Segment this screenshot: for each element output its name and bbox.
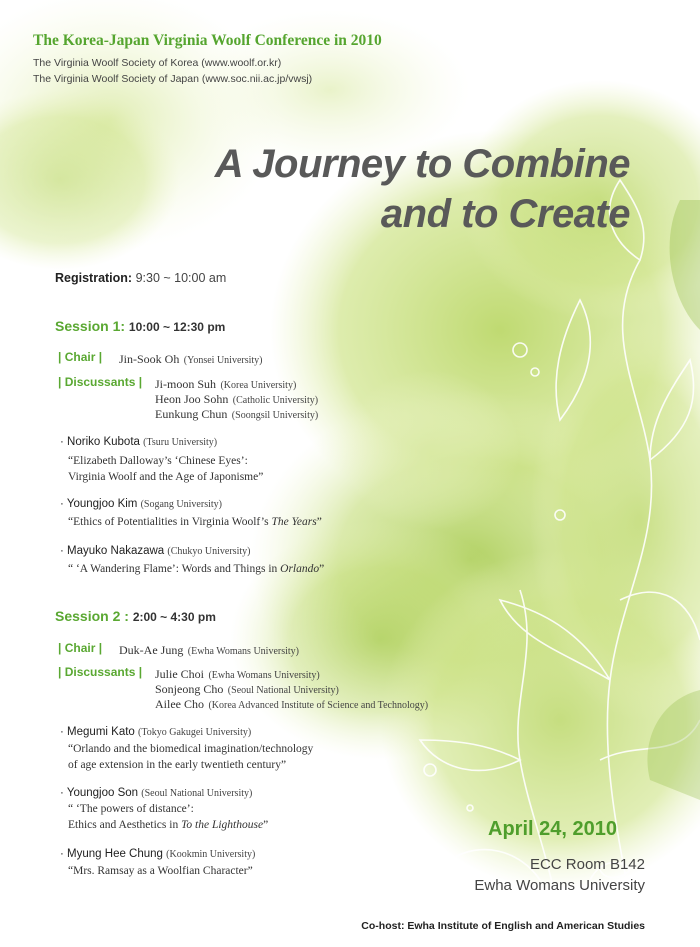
discussant-affiliation: (Soongsil University) bbox=[231, 410, 319, 421]
session-1-label: Session 1: bbox=[55, 318, 126, 334]
bullet-icon: · bbox=[60, 848, 64, 860]
cohost: Co-host: Ewha Institute of English and American Studies bbox=[361, 920, 645, 932]
speaker bbox=[60, 436, 217, 448]
session-2-chair bbox=[119, 641, 299, 659]
discussant-affiliation: (Catholic University) bbox=[232, 395, 319, 406]
talk-title-close: ” bbox=[316, 516, 322, 528]
event-date: April 24, 2010 bbox=[488, 818, 617, 840]
session-1-chair-label: | Chair | bbox=[58, 350, 103, 364]
bullet-icon: · bbox=[60, 726, 64, 738]
speaker-affiliation: (Kookmin University) bbox=[166, 849, 256, 860]
talk-title-line bbox=[68, 516, 322, 528]
chair-name: Jin-Sook Oh bbox=[119, 352, 180, 366]
discussant-affiliation: (Seoul National University) bbox=[227, 685, 339, 696]
speaker-affiliation: (Sogang University) bbox=[140, 499, 222, 510]
discussant bbox=[155, 695, 428, 713]
bullet-icon: · bbox=[60, 787, 64, 799]
speaker bbox=[60, 545, 250, 557]
session-2-header bbox=[55, 608, 216, 624]
chair-name: Duk-Ae Jung bbox=[119, 643, 184, 657]
session-1-header bbox=[55, 318, 225, 334]
talk-title-line bbox=[68, 819, 268, 831]
discussant-name: Julie Choi bbox=[155, 667, 205, 681]
talk-title-line: of age extension in the early twentieth century” bbox=[68, 759, 287, 771]
session-1-chair bbox=[119, 350, 263, 368]
headline-line-2: and to Create bbox=[380, 192, 630, 236]
registration bbox=[55, 271, 226, 285]
event-room: ECC Room B142 bbox=[529, 856, 645, 873]
registration-time: 9:30 ~ 10:00 am bbox=[135, 271, 227, 285]
discussant-affiliation: (Ewha Womans University) bbox=[208, 670, 320, 681]
session-1-discussants-label: | Discussants | bbox=[58, 375, 143, 389]
bullet-icon: · bbox=[60, 545, 64, 557]
event-venue: Ewha Womans University bbox=[474, 877, 645, 894]
speaker bbox=[60, 787, 252, 799]
talk-title-line: “Orlando and the biomedical imagination/technology bbox=[68, 743, 314, 755]
talk-title-text: “ ‘A Wandering Flame’: Words and Things in bbox=[68, 563, 278, 575]
talk-title-text: Ethics and Aesthetics in bbox=[68, 819, 179, 831]
speaker-name: Megumi Kato bbox=[67, 726, 135, 738]
discussant-name: Ji-moon Suh bbox=[155, 377, 217, 391]
speaker-name: Youngjoo Son bbox=[66, 787, 139, 799]
talk-title-work: To the Lighthouse bbox=[181, 819, 264, 831]
speaker-affiliation: (Tsuru University) bbox=[143, 437, 218, 448]
session-2-discussants-label: | Discussants | bbox=[58, 665, 143, 679]
speaker-affiliation: (Tokyo Gakugei University) bbox=[138, 727, 252, 738]
discussant-name: Heon Joo Sohn bbox=[155, 392, 229, 406]
talk-title-line bbox=[68, 563, 324, 575]
speaker bbox=[60, 848, 255, 860]
talk-title-line: “Elizabeth Dalloway’s ‘Chinese Eyes’: bbox=[68, 455, 248, 467]
session-2-chair-label: | Chair | bbox=[58, 641, 103, 655]
talk-title-work: Orlando bbox=[280, 563, 320, 575]
discussant bbox=[155, 405, 318, 423]
talk-title-line: “ ‘The powers of distance’: bbox=[68, 803, 194, 815]
speaker-affiliation: (Seoul National University) bbox=[141, 788, 253, 799]
chair-affiliation: (Ewha Womans University) bbox=[187, 646, 299, 657]
bullet-icon: · bbox=[60, 498, 64, 510]
speaker bbox=[60, 726, 251, 738]
discussant-affiliation: (Korea Advanced Institute of Science and Technology) bbox=[208, 700, 429, 711]
chair-affiliation: (Yonsei University) bbox=[183, 355, 263, 366]
discussant-name: Ailee Cho bbox=[155, 697, 204, 711]
headline-line-1: A Journey to Combine bbox=[214, 142, 630, 186]
talk-title-work: The Years bbox=[271, 516, 317, 528]
society-japan: The Virginia Woolf Society of Japan (www.soc.nii.ac.jp/vwsj) bbox=[33, 73, 313, 85]
discussant-affiliation: (Korea University) bbox=[220, 380, 297, 391]
session-2-label: Session 2 : bbox=[55, 608, 129, 624]
discussant-name: Sonjeong Cho bbox=[155, 682, 224, 696]
speaker bbox=[60, 498, 222, 510]
speaker-name: Myung Hee Chung bbox=[67, 848, 163, 860]
discussant-name: Eunkung Chun bbox=[155, 407, 228, 421]
speaker-name: Mayuko Nakazawa bbox=[67, 545, 165, 557]
society-korea: The Virginia Woolf Society of Korea (www.woolf.or.kr) bbox=[33, 57, 282, 69]
talk-title-close: ” bbox=[319, 563, 325, 575]
session-2-time: 2:00 ~ 4:30 pm bbox=[132, 610, 216, 624]
talk-title-close: ” bbox=[263, 819, 269, 831]
speaker-name: Noriko Kubota bbox=[67, 436, 140, 448]
talk-title-text: “Ethics of Potentialities in Virginia Woolf’s bbox=[68, 516, 269, 528]
session-1-time: 10:00 ~ 12:30 pm bbox=[128, 320, 226, 334]
speaker-name: Youngjoo Kim bbox=[66, 498, 138, 510]
speaker-affiliation: (Chukyo University) bbox=[167, 546, 251, 557]
talk-title-line: “Mrs. Ramsay as a Woolfian Character” bbox=[68, 865, 253, 877]
talk-title-line: Virginia Woolf and the Age of Japonisme” bbox=[68, 471, 264, 483]
registration-label: Registration: bbox=[55, 271, 133, 285]
conference-title: The Korea-Japan Virginia Woolf Conference in 2010 bbox=[33, 32, 382, 49]
bullet-icon: · bbox=[60, 436, 64, 448]
